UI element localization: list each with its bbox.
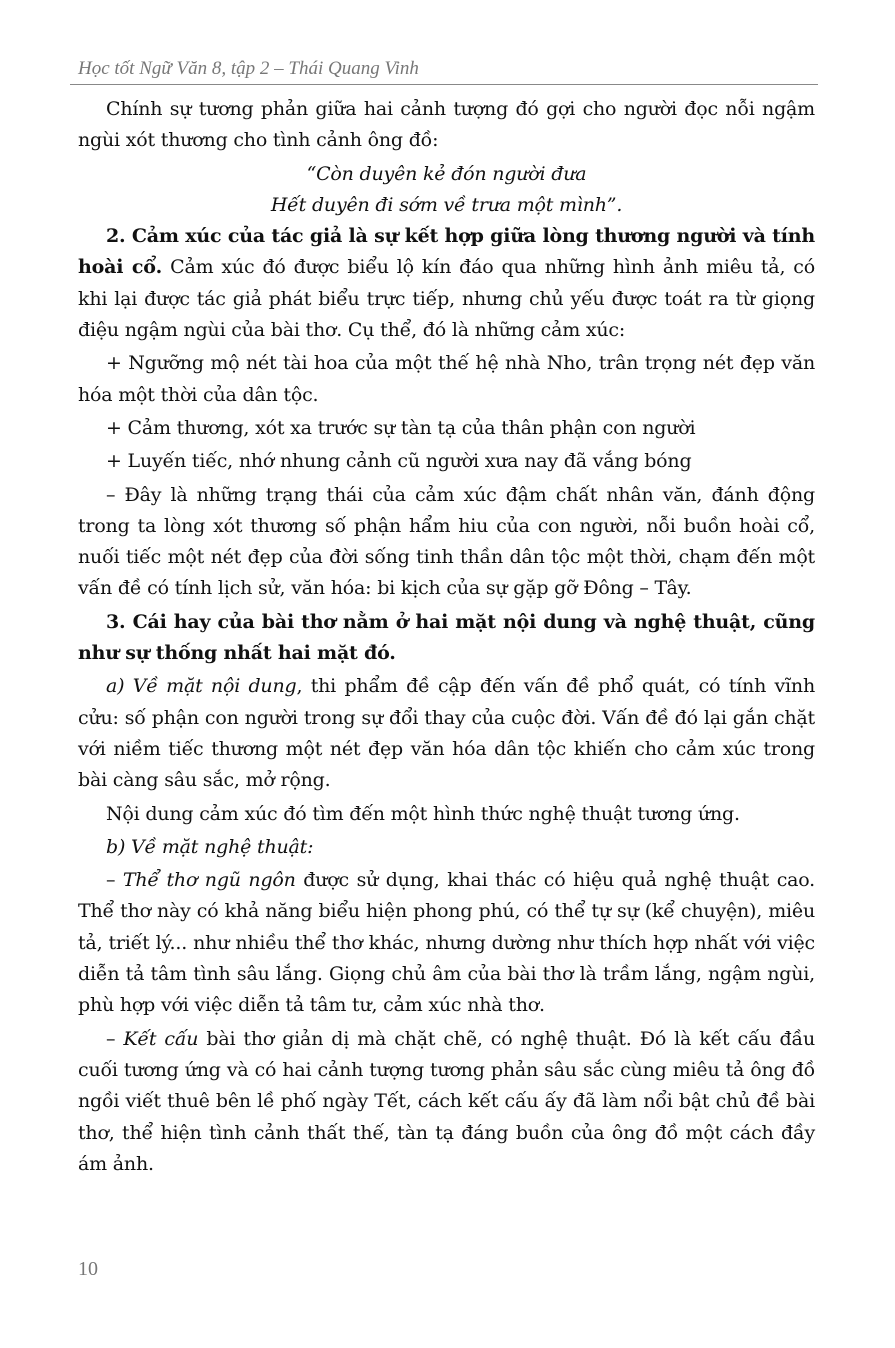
emphasis: Kết cấu — [123, 1027, 199, 1050]
dash: – — [106, 869, 123, 892]
paragraph — [78, 1024, 815, 1180]
paragraph-text: Cảm xúc đó được biểu lộ kín đáo qua những hình ảnh miêu tả, có khi lại được tác giả phát biểu trực tiếp, nhưng chủ yếu được toát ra từ giọng điệu ngậm ngùi của bài thơ. Cụ thể, đó là những cảm xúc: — [78, 256, 815, 342]
paragraph: Nội dung cảm xúc đó tìm đến một hình thức nghệ thuật tương ứng. — [106, 802, 740, 825]
section-heading: 2. Cảm xúc của tác giả là sự kết hợp giữa lòng thương người và tính hoài cổ. — [78, 225, 815, 279]
paragraph — [78, 865, 815, 1021]
quote-line: Hết duyên đi sớm về trưa một mình”. — [270, 193, 623, 216]
paragraph: + Cảm thương, xót xa trước sự tàn tạ của thân phận con người — [106, 416, 696, 439]
paragraph-text: , thi phẩm đề cập đến vấn đề phổ quát, có tính vĩnh cửu: số phận con người trong sự đổi thay của cuộc đời. Vấn đề đó lại gắn chặt với niềm tiếc thương một nét đẹp văn hóa dân tộc khiến cho cảm xúc trong bài càng sâu sắc, mở rộng. — [78, 675, 815, 792]
paragraph-text: bài thơ giản dị mà chặt chẽ, có nghệ thuật. Đó là kết cấu đầu cuối tương ứng và có hai cảnh tượng tương phản sâu sắc cùng miêu tả ông đồ ngồi viết thuê bên lề phố ngày Tết, cách kết cấu ấy đã làm nổi bật chủ đề bài thơ, thể hiện tình cảnh thất thế, tàn tạ đáng buồn của ông đồ một cách đầy ám ảnh. — [78, 1027, 815, 1175]
dash: – — [106, 1027, 124, 1050]
paragraph: – Đây là những trạng thái của cảm xúc đậm chất nhân văn, đánh động trong ta lòng xót thương số phận hẩm hiu của con người, nỗi buồn hoài cổ, nuối tiếc một nét đẹp của đời sống tinh thần dân tộc một thời, chạm đến một vấn đề có tính lịch sử, văn hóa: bi kịch của sự gặp gỡ Đông – Tây. — [78, 483, 815, 600]
subheading: a) Về mặt nội dung — [106, 675, 297, 698]
subheading: b) Về mặt nghệ thuật: — [106, 835, 314, 858]
paragraph-text: được sử dụng, khai thác có hiệu quả nghệ thuật cao. Thể thơ này có khả năng biểu hiện phong phú, có thể tự sự (kể chuyện), miêu tả, triết lý... như nhiều thể thơ khác, nhưng dường như thích hợp nhất với việc diễn tả tâm tình sâu lắng. Giọng chủ âm của bài thơ là trầm lắng, ngậm ngùi, phù hợp với việc diễn tả tâm tư, cảm xúc nhà thơ. — [78, 869, 816, 1017]
paragraph — [78, 221, 815, 346]
running-header: Học tốt Ngữ Văn 8, tập 2 – Thái Quang Vinh — [78, 58, 419, 79]
paragraph: Chính sự tương phản giữa hai cảnh tượng đó gợi cho người đọc nỗi ngậm ngùi xót thương cho tình cảnh ông đồ: — [78, 98, 815, 152]
page-body — [78, 94, 815, 1182]
paragraph: + Luyến tiếc, nhớ nhung cảnh cũ người xưa nay đã vắng bóng — [106, 450, 692, 473]
emphasis: Thể thơ ngũ ngôn — [122, 869, 296, 892]
paragraph — [78, 671, 815, 796]
quote-line: “Còn duyên kẻ đón người đưa — [306, 162, 587, 185]
section-heading: 3. Cái hay của bài thơ nằm ở hai mặt nội dung và nghệ thuật, cũng như sự thống nhất hai mặt đó. — [78, 610, 815, 665]
paragraph: + Ngưỡng mộ nét tài hoa của một thế hệ nhà Nho, trân trọng nét đẹp văn hóa một thời của dân tộc. — [78, 352, 815, 406]
page-number: 10 — [78, 1258, 98, 1280]
header-divider — [70, 84, 818, 85]
